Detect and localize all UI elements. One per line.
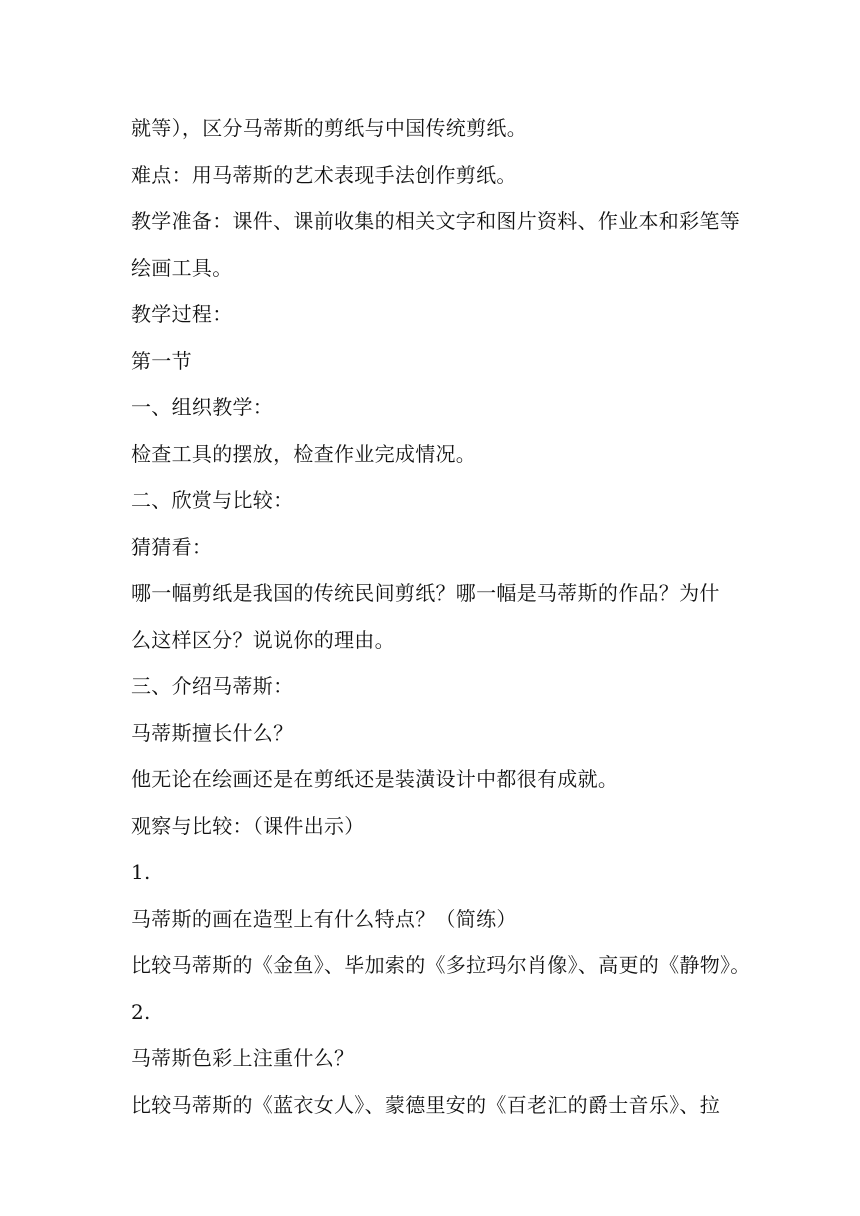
text-line: 比较马蒂斯的《蓝衣女人》、蒙德里安的《百老汇的爵士音乐》、拉	[131, 1092, 720, 1117]
text-line: 马蒂斯的画在造型上有什么特点？（简练）	[131, 906, 517, 931]
text-line: 比较马蒂斯的《金鱼》、毕加索的《多拉玛尔肖像》、高更的《静物》。	[131, 953, 751, 977]
section-heading: 教学过程：	[131, 302, 233, 326]
text-line: 猜猜看：	[131, 534, 213, 559]
text-line: 教学准备：课件、课前收集的相关文字和图片资料、作业本和彩笔等	[131, 209, 740, 233]
text-line: 观察与比较：（课件出示）	[131, 813, 365, 838]
text-line: 马蒂斯擅长什么？	[131, 720, 294, 745]
document-body	[131, 108, 751, 1131]
text-line: 他无论在绘画还是在剪纸还是装潢设计中都很有成就。	[131, 767, 619, 791]
section-heading: 第一节	[131, 348, 192, 373]
section-heading: 三、介绍马蒂斯：	[131, 674, 294, 698]
section-heading: 一、组织教学：	[131, 395, 274, 419]
text-line: 检查工具的摆放，检查作业完成情况。	[131, 441, 477, 466]
text-line: 哪一幅剪纸是我国的传统民间剪纸？哪一幅是马蒂斯的作品？为什	[131, 581, 720, 605]
list-number: 1.	[131, 860, 151, 884]
list-number: 2.	[131, 999, 151, 1024]
text-line: 绘画工具。	[131, 255, 233, 280]
text-line: 难点：用马蒂斯的艺术表现手法创作剪纸。	[131, 162, 517, 187]
text-line: 么这样区分？说说你的理由。	[131, 627, 395, 652]
section-heading: 二、欣赏与比较：	[131, 488, 294, 512]
text-line: 就等），区分马蒂斯的剪纸与中国传统剪纸。	[131, 116, 527, 140]
text-line: 马蒂斯色彩上注重什么？	[131, 1046, 355, 1070]
